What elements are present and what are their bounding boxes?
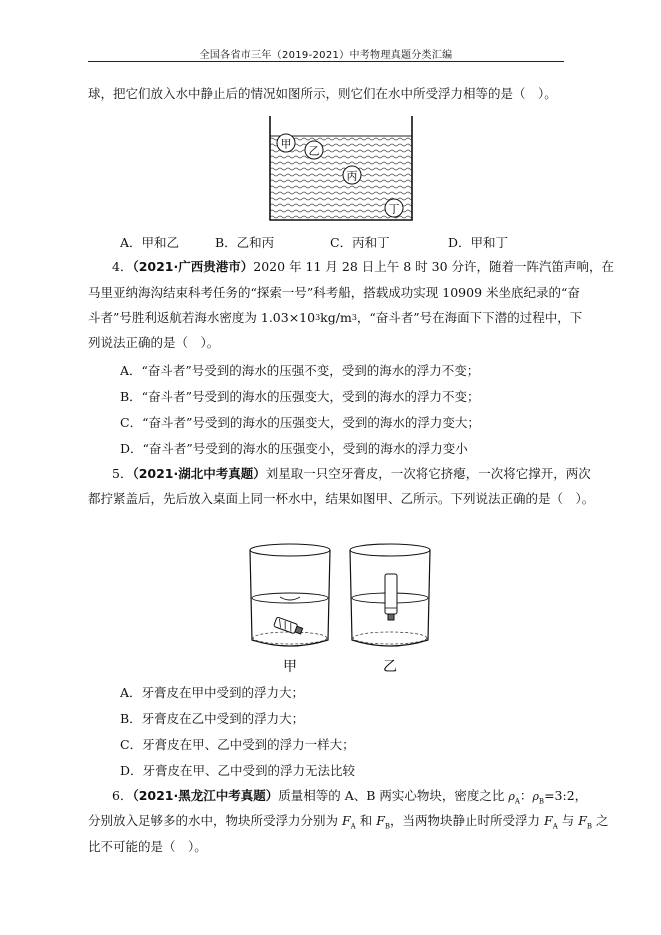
rho-b-symbol: ρ xyxy=(532,790,539,803)
q4-line1-text: 2020 年 11 月 28 日上午 8 时 30 分许，随着一阵汽笛声响，在 xyxy=(253,259,614,274)
squeezed-tube xyxy=(274,617,304,636)
q4-option-b[interactable]: B．“奋斗者”号受到的海水的压强变大，受到的海水的浮力不变； xyxy=(120,389,480,404)
force-b-symbol: F xyxy=(376,813,385,828)
q6-line2 xyxy=(88,812,609,836)
expanded-tube xyxy=(385,574,397,620)
q4-line3-a: 斗者”号胜利返航若海水密度为 1.03×10 xyxy=(88,310,316,325)
q6-number: 6． xyxy=(112,788,133,803)
svg-text:乙: 乙 xyxy=(308,144,320,158)
q4-line3 xyxy=(88,309,583,327)
force-b2-subscript: B xyxy=(586,822,593,831)
q5-line2: 都拧紧盖后，先后放入桌面上同一杯水中，结果如图甲、乙所示。下列说法正确的是（ ）。 xyxy=(88,491,595,506)
ball-yi xyxy=(305,141,323,159)
rho-a-subscript: A xyxy=(514,797,520,806)
q6-source-tag: （2021·黑龙江中考真题） xyxy=(132,788,279,803)
q6-with: 与 xyxy=(557,813,579,828)
q5-option-c[interactable]: C．牙膏皮在甲、乙中受到的浮力一样大； xyxy=(120,737,355,752)
rho-b-subscript: B xyxy=(538,797,545,806)
cup-yi xyxy=(350,544,430,675)
q4-line4: 列说法正确的是（ ）。 xyxy=(88,335,220,350)
q4-option-d[interactable]: D．“奋斗者”号受到的海水的压强变小，受到的海水的浮力变小 xyxy=(120,441,468,456)
force-a2-subscript: A xyxy=(552,822,558,831)
q4-number: 4． xyxy=(112,259,133,274)
ratio-colon: ： xyxy=(519,788,533,803)
q5-source-tag: （2021·湖北中考真题） xyxy=(132,466,266,481)
q4-source-tag: （2021·广西贵港市） xyxy=(132,259,254,274)
q3-option-d[interactable]: D．甲和丁 xyxy=(448,235,509,250)
q5-line1 xyxy=(112,465,591,483)
q4-exponent: 3 xyxy=(315,313,321,322)
cup-jia-label: 甲 xyxy=(283,659,297,675)
q3-line1: 球，把它们放入水中静止后的情况如图所示，则它们在水中所受浮力相等的是（ ）。 xyxy=(88,86,557,101)
force-a2-symbol: F xyxy=(544,813,553,828)
ratio-value: =3:2， xyxy=(544,788,588,803)
q4-line3-c: ，“奋斗者”号在海面下下潜的过程中，下 xyxy=(356,310,583,325)
force-b2-symbol: F xyxy=(578,813,587,828)
q4-line2: 马里亚纳海沟结束科考任务的“探索一号”科考船，搭载成功实现 10909 米坐底纪录的“奋 xyxy=(88,285,580,300)
q3-option-c[interactable]: C．丙和丁 xyxy=(330,235,390,250)
q6-line1-text: 质量相等的 A、B 两实心物块，密度之比 xyxy=(278,788,509,803)
svg-text:丙: 丙 xyxy=(346,169,358,183)
q6-line2-b: ，当两物块静止时所受浮力 xyxy=(390,813,545,828)
svg-text:丁: 丁 xyxy=(388,202,400,216)
cup-jia xyxy=(250,544,330,675)
force-a-symbol: F xyxy=(341,813,351,828)
force-b-subscript: B xyxy=(384,822,391,831)
q4-unit: kg/m xyxy=(320,310,352,325)
q5-cups-figure xyxy=(240,538,440,678)
cup-yi-label: 乙 xyxy=(383,659,397,675)
q4-option-a[interactable]: A．“奋斗者”号受到的海水的压强不变，受到的海水的浮力不变； xyxy=(120,363,480,378)
q4-unit-exponent: 3 xyxy=(351,313,357,322)
q4-line1 xyxy=(112,258,614,276)
q5-line1-text: 刘星取一只空牙膏皮，一次将它挤瘪，一次将它撑开，两次 xyxy=(265,466,591,481)
q5-option-b[interactable]: B．牙膏皮在乙中受到的浮力大； xyxy=(120,711,305,726)
q6-line3: 比不可能的是（ ）。 xyxy=(88,839,207,854)
rho-a-symbol: ρ xyxy=(508,790,515,803)
q6-line2-c: 之 xyxy=(592,813,609,828)
q3-beaker-figure xyxy=(262,112,420,224)
ball-jia xyxy=(277,134,295,152)
q5-option-a[interactable]: A．牙膏皮在甲中受到的浮力大； xyxy=(120,685,305,700)
q6-and: 和 xyxy=(355,813,377,828)
q3-option-b[interactable]: B．乙和丙 xyxy=(215,235,275,250)
ball-ding xyxy=(385,199,403,217)
q4-option-c[interactable]: C．“奋斗者”号受到的海水的压强变大，受到的海水的浮力变大； xyxy=(120,415,480,430)
q5-option-d[interactable]: D．牙膏皮在甲、乙中受到的浮力无法比较 xyxy=(120,763,356,778)
header-rule xyxy=(88,61,564,62)
q6-line2-a: 分别放入足够多的水中，物块所受浮力分别为 xyxy=(88,813,342,828)
force-a-subscript: A xyxy=(350,822,356,831)
page-header: 全国各省市三年（2019-2021）中考物理真题分类汇编 xyxy=(199,50,453,61)
ball-bing xyxy=(343,166,361,184)
svg-text:甲: 甲 xyxy=(280,137,292,151)
q6-line1 xyxy=(112,787,588,811)
q3-option-a[interactable]: A．甲和乙 xyxy=(120,235,180,250)
q5-number: 5． xyxy=(112,466,133,481)
